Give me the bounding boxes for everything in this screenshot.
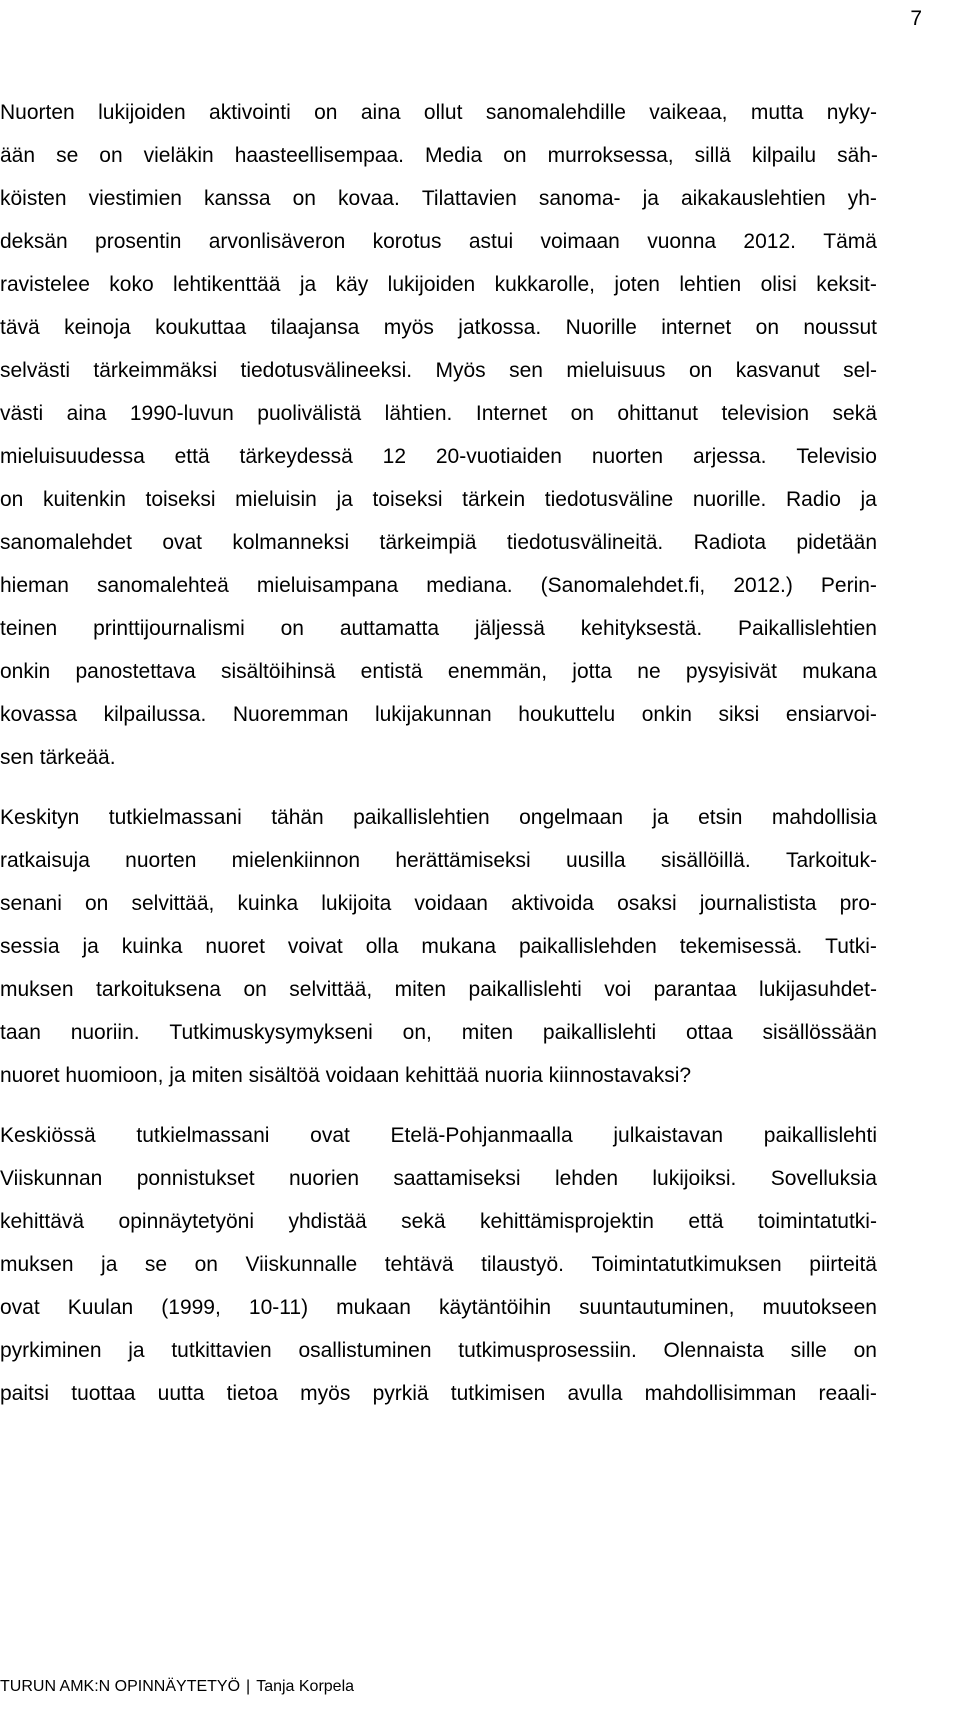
footer-separator: |: [246, 1678, 251, 1695]
page-footer: [0, 1675, 354, 1699]
page-number: 7: [910, 7, 922, 30]
footer-institution: TURUN AMK:N OPINNÄYTETYÖ: [0, 1678, 241, 1695]
footer-author: Tanja Korpela: [256, 1678, 355, 1695]
